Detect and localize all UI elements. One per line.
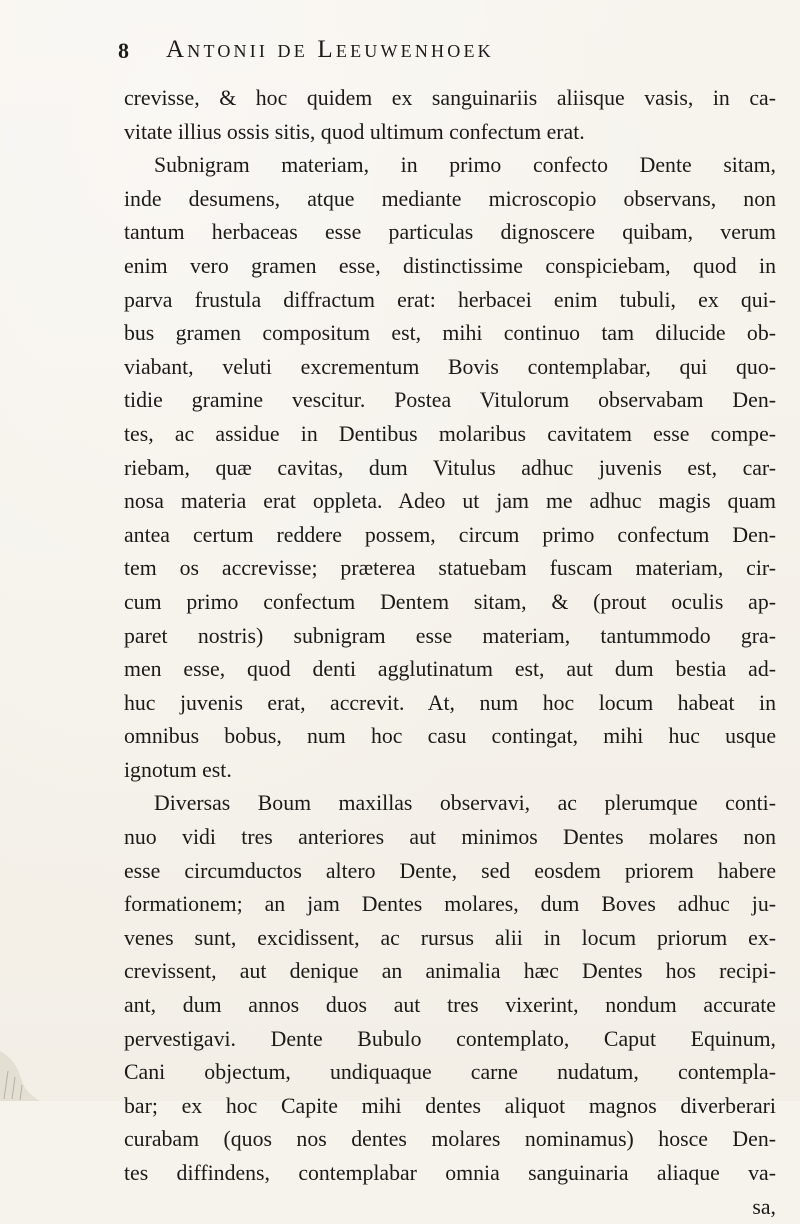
text-line: ignotum est. xyxy=(124,757,232,782)
text-line: venes sunt, excidissent, ac rursus alii in locum priorum ex- xyxy=(124,925,776,950)
text-line: nosa materia erat oppleta. Adeo ut jam me adhuc magis quam xyxy=(124,489,776,514)
text-line: crevissent, aut denique an animalia hæc Dentes hos recipi- xyxy=(124,959,776,984)
text-line: riebam, quæ cavitas, dum Vitulus adhuc juvenis est, car- xyxy=(124,455,776,480)
text-line: esse circumductos altero Dente, sed eosdem priorem habere xyxy=(124,858,776,883)
text-line: crevisse, & hoc quidem ex sanguinariis aliisque vasis, in ca- xyxy=(124,86,776,110)
text-line: bar; ex hoc Capite mihi dentes aliquot magnos diverberari xyxy=(124,1093,776,1118)
page-edge-stain xyxy=(0,1011,120,1101)
text-line: nuo vidi tres anteriores aut minimos Dentes molares non xyxy=(124,825,776,850)
running-head: Antonii de Leeuwenhoek xyxy=(166,36,494,63)
text-line: Cani objectum, undiquaque carne nudatum, contempla- xyxy=(124,1060,776,1085)
text-line: tes, ac assidue in Dentibus molaribus cavitatem esse compe- xyxy=(124,421,776,446)
text-line: men esse, quod denti agglutinatum est, aut dum bestia ad- xyxy=(124,657,776,682)
text-line: tem os accrevisse; præterea statuebam fuscam materiam, cir- xyxy=(124,556,776,581)
body-text xyxy=(124,82,776,1224)
text-line: inde desumens, atque mediante microscopio observans, non xyxy=(124,186,776,211)
text-line: ant, dum annos duos aut tres vixerint, nondum accurate xyxy=(124,993,776,1018)
text-line: vitate illius ossis sitis, quod ultimum confectum erat. xyxy=(124,119,585,144)
text-line: enim vero gramen esse, distinctissime conspiciebam, quod in xyxy=(124,253,776,278)
page-header xyxy=(118,38,758,72)
text-line: tantum herbaceas esse particulas dignoscere quibam, verum xyxy=(124,220,776,245)
text-line: tes diffindens, contemplabar omnia sanguinaria aliaque va- xyxy=(124,1161,776,1185)
text-line: pervestigavi. Dente Bubulo contemplato, Caput Equinum, xyxy=(124,1026,776,1051)
text-line: antea certum reddere possem, circum primo confectum Den- xyxy=(124,522,776,547)
text-line: paret nostris) subnigram esse materiam, tantummodo gra- xyxy=(124,623,776,648)
text-line: tidie gramine vescitur. Postea Vitulorum observabam Den- xyxy=(124,388,776,413)
text-line: formationem; an jam Dentes molares, dum Boves adhuc ju- xyxy=(124,892,776,917)
text-line: omnibus bobus, num hoc casu contingat, mihi huc usque xyxy=(124,724,776,749)
text-line: huc juvenis erat, accrevit. At, num hoc locum habeat in xyxy=(124,690,776,715)
text-line: curabam (quos nos dentes molares nominamus) hosce Den- xyxy=(124,1127,776,1152)
text-line: cum primo confectum Dentem sitam, & (prout oculis ap- xyxy=(124,589,776,614)
text-line: viabant, veluti excrementum Bovis contemplabar, qui quo- xyxy=(124,354,776,379)
page-number: 8 xyxy=(118,38,130,63)
text-line: bus gramen compositum est, mihi continuo tam dilucide ob- xyxy=(124,321,776,346)
text-line: parva frustula diffractum erat: herbacei enim tubuli, ex qui- xyxy=(124,287,776,312)
catchword: sa, xyxy=(752,1194,776,1219)
text-line: Diversas Boum maxillas observavi, ac plerumque conti- xyxy=(154,791,776,816)
text-line: Subnigram materiam, in primo confecto Dente sitam, xyxy=(154,153,776,178)
